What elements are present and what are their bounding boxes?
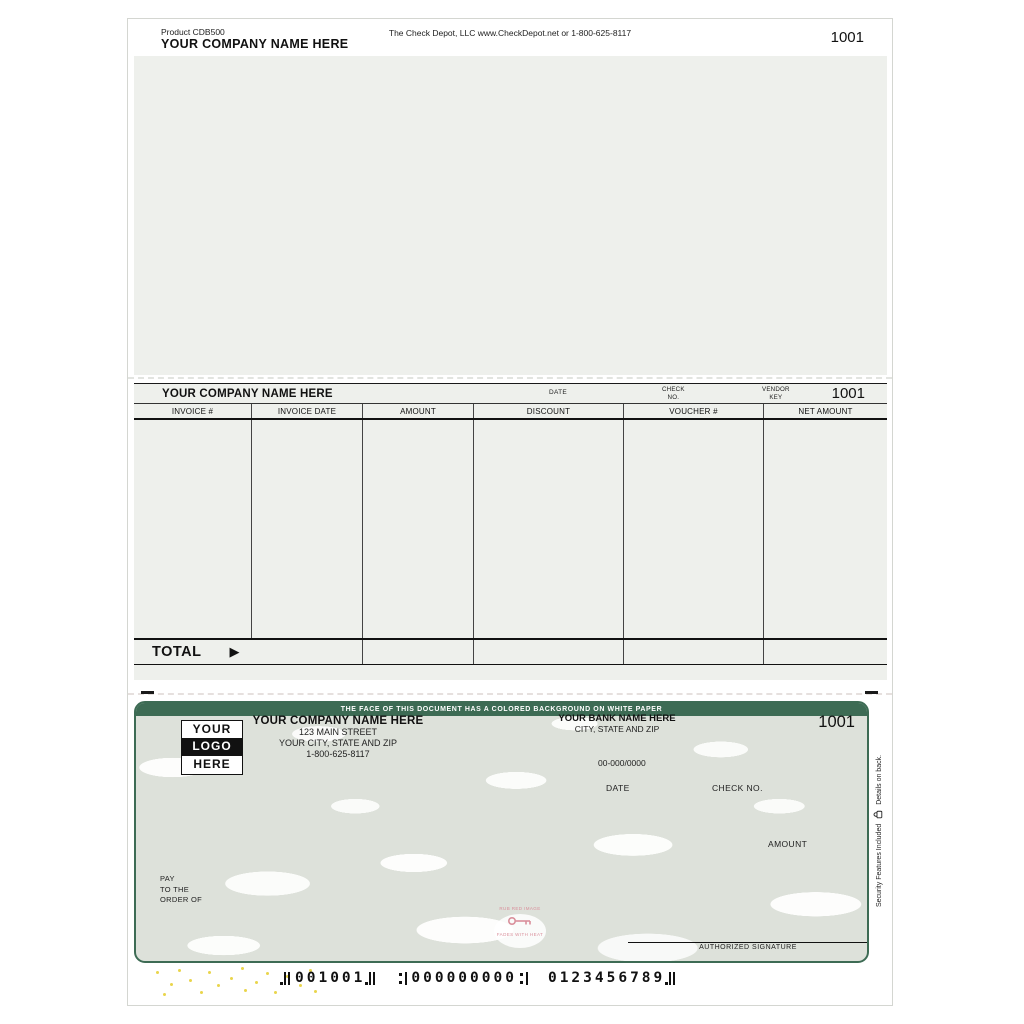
security-banner: THE FACE OF THIS DOCUMENT HAS A COLORED BACKGROUND ON WHITE PAPER [136,703,867,716]
security-features-text: Security Features Included [875,823,883,908]
stub-header-row [134,384,887,404]
details-on-back-text: Details on back. [875,754,883,805]
column-header-amount: AMOUNT [362,404,473,418]
column-header-invoice-date: INVOICE DATE [251,404,362,418]
seal-text-bottom: FADES WITH HEAT [496,932,544,937]
stub-table-column-headers [134,404,887,420]
table-cell-empty [251,420,362,638]
perforation-line-check [128,693,892,695]
heat-sensitive-seal [488,906,552,954]
product-code: Product CDB500 [161,27,225,37]
total-label: TOTAL [152,644,202,660]
security-dots [156,971,159,974]
stub-total-row [134,640,887,665]
bank-fraction-number: 00-000/0000 [598,758,646,768]
authorized-signature-label: AUTHORIZED SIGNATURE [699,944,797,951]
micr-line [280,970,680,986]
table-cell-empty [623,420,763,638]
table-cell-empty [473,420,623,638]
table-cell-empty [763,420,887,638]
check-company-address2: YOUR CITY, STATE AND ZIP [278,738,398,748]
total-cell-empty [623,640,763,664]
micr-onus-symbol [668,972,677,985]
total-cell-empty [362,640,473,664]
top-check-number: 1001 [830,29,864,46]
pay-to-order-label: PAY TO THE ORDER OF [160,874,202,904]
micr-onus-symbol [368,972,377,985]
perforation-line-top [128,377,892,379]
remittance-stub [134,383,887,680]
column-header-net-amount: NET AMOUNT [763,404,887,418]
seal-text-top: RUB RED IMAGE [499,906,541,911]
check-company-block [248,715,428,760]
stub-date-label: DATE [549,389,568,396]
table-cell-empty [362,420,473,638]
date-label: DATE [606,783,630,793]
micr-routing-number: 000000000 [411,970,517,986]
bank-address: CITY, STATE AND ZIP [574,724,660,734]
vendor-contact-line: The Check Depot, LLC www.CheckDepot.net or 1-800-625-8117 [388,28,632,38]
column-header-voucher-number: VOUCHER # [623,404,763,418]
bank-block [542,713,692,735]
stub-vendor-key-label: VENDOR KEY [762,386,790,401]
check-number: 1001 [818,713,855,731]
top-stub-blank-area [134,56,887,375]
micr-account-number: 0123456789 [547,970,666,986]
total-label-cell [134,640,362,664]
stub-check-number: 1001 [831,385,865,402]
signature-area [628,942,868,951]
logo-line: YOUR [192,722,232,736]
total-cell-empty [473,640,623,664]
column-header-invoice-number: INVOICE # [171,407,214,416]
stub-company-name: YOUR COMPANY NAME HERE [162,388,333,400]
registration-dash-right [865,691,878,694]
check-company-phone: 1-800-625-8117 [306,749,370,759]
padlock-icon [873,810,885,819]
micr-transit-symbol [399,972,408,985]
stub-check-no-label: CHECK NO. [662,386,685,401]
key-icon [488,914,552,932]
check-body [134,701,869,963]
total-arrow-icon: ▶ [229,644,240,659]
check-form-sheet [127,18,893,1006]
total-cell-empty [763,640,887,664]
micr-check-number: 001001 [295,970,366,986]
bank-name: YOUR BANK NAME HERE [558,713,676,724]
check-no-label: CHECK NO. [712,783,763,793]
side-security-note [869,701,889,961]
logo-line: LOGO [182,738,242,755]
stub-table-body [134,420,887,640]
table-cell-empty [134,420,251,638]
top-company-name: YOUR COMPANY NAME HERE [161,37,349,51]
registration-dash-left [141,691,154,694]
micr-onus-symbol [283,972,292,985]
amount-label: AMOUNT [768,839,808,849]
column-header-discount: DISCOUNT [473,404,623,418]
check-company-address1: 123 MAIN STREET [298,727,378,737]
logo-line: HERE [193,756,231,771]
logo-placeholder [181,720,243,775]
micr-transit-symbol [520,972,529,985]
check-company-name: YOUR COMPANY NAME HERE [252,715,424,727]
